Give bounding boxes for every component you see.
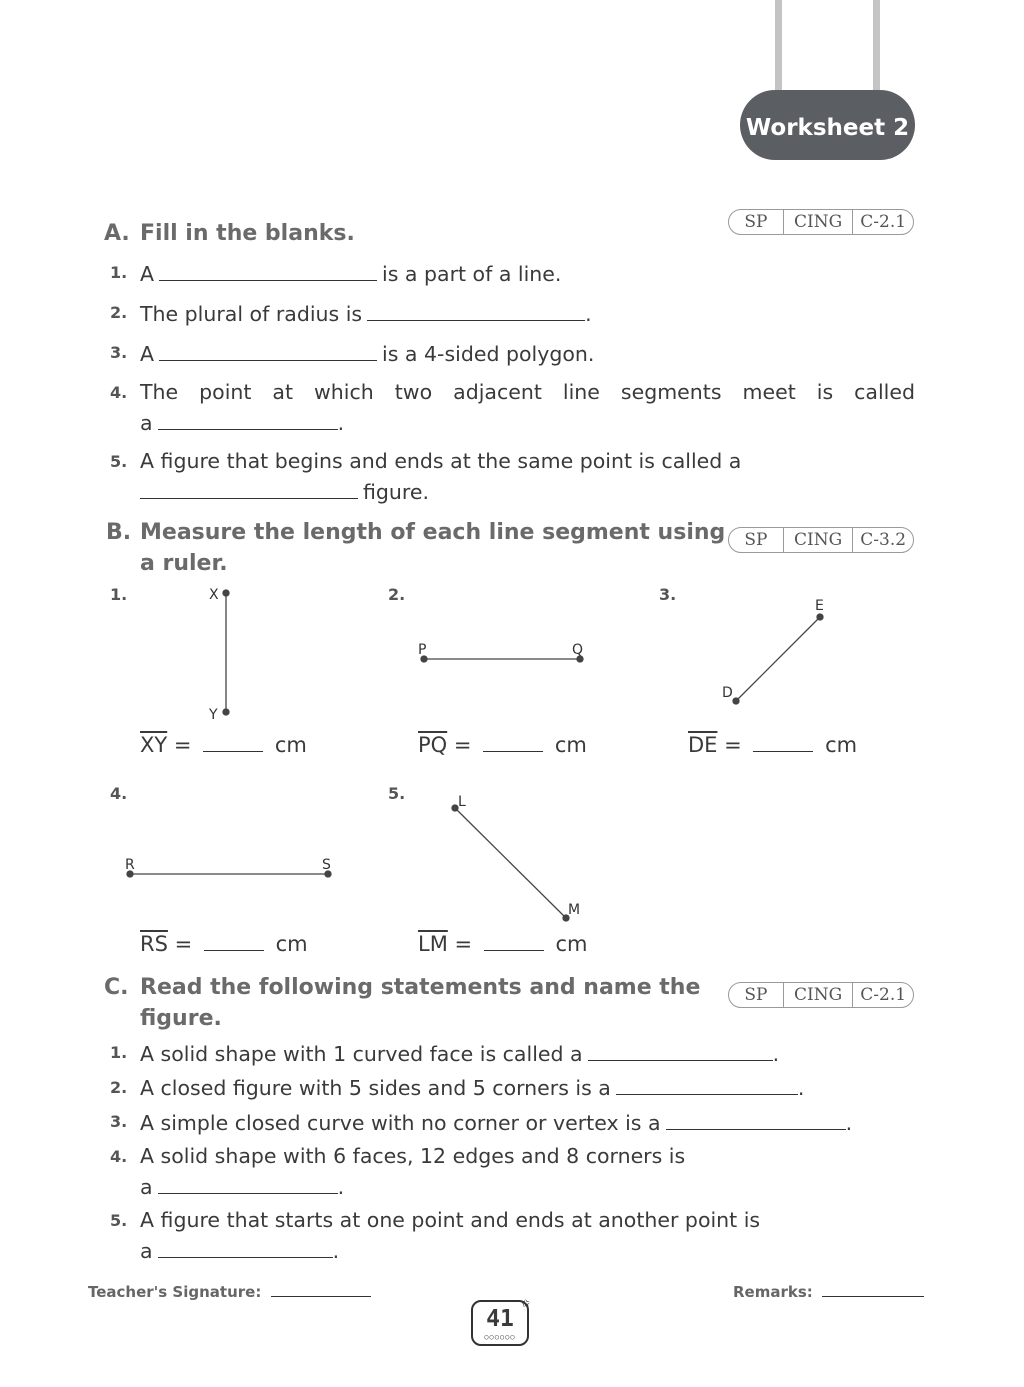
section-b-title-line2: a ruler. [140,551,228,576]
badge-sp: SP [729,983,784,1007]
badge-code: C-2.1 [860,985,907,1005]
item-number: 1. [110,585,128,604]
badge-sp: SP [729,210,784,234]
question-text: A [140,342,155,366]
answer-blank[interactable] [158,1171,338,1194]
remarks-label: Remarks: [733,1283,813,1301]
question-number: 3. [110,1112,128,1131]
remarks [733,1282,929,1301]
remarks-blank[interactable] [822,1282,924,1297]
question-number: 2. [110,1078,128,1097]
answer-lm: $\overline{LM}$ = cm [418,932,588,956]
segment-name: $\overline{RS}$ [140,932,168,956]
teacher-signature-blank[interactable] [271,1282,371,1297]
question-text: A figure that begins and ends at the same point is called a [140,449,742,473]
section-c-letter: C. [104,975,129,1000]
point-label-s: S [322,857,331,873]
question-text: A figure that starts at one point and ends at another point is [140,1208,761,1232]
answer-rs: $\overline{RS}$ = cm [140,932,308,956]
segment-de [733,614,823,704]
question-number: 4. [110,383,128,402]
question-number: 4. [110,1147,128,1166]
point-label-e: E [815,598,824,614]
question-text: a [140,1239,153,1263]
segment-name: $\overline{PQ}$ [418,733,448,757]
section-b-letter: B. [106,520,132,545]
question-text: The plural of radius is [140,302,363,326]
section-c-title-line1: Read the following statements and name the [140,975,701,1000]
badge-cing: CING [784,210,854,234]
section-c-title-line2: figure. [140,1006,222,1031]
question-text: A simple closed curve with no corner or vertex is a [140,1111,661,1135]
question-text: . [585,302,592,326]
question-text: a [140,411,153,435]
answer-pq: $\overline{PQ}$ = cm [418,733,587,757]
question-text: is a part of a line. [382,262,562,286]
point-label-l: L [458,794,466,810]
point-label-r: R [125,857,135,873]
segment-rs [127,871,331,877]
unit-label: cm [274,733,307,757]
question-text: . [337,411,345,435]
question-number: 1. [110,263,128,282]
question-c4-line1 [140,1141,685,1171]
question-c2 [140,1072,804,1103]
question-number: 5. [110,1211,128,1230]
item-number: 3. [659,585,677,604]
segment-lm [452,805,569,921]
question-text: A [140,262,155,286]
answer-blank[interactable] [483,733,543,752]
section-a-letter: A. [104,221,130,246]
question-text: . [845,1111,853,1135]
segment-name: $\overline{LM}$ [418,932,448,956]
answer-xy: $\overline{XY}$ = cm [140,733,307,757]
question-text: A closed figure with 5 sides and 5 corners is a [140,1076,611,1100]
point-label-q: Q [572,642,584,658]
point-label-x: X [209,587,219,603]
question-text: . [337,1175,345,1199]
teacher-signature-label: Teacher's Signature: [88,1283,262,1301]
segment-name: $\overline{XY}$ [140,733,168,757]
question-number: 3. [110,343,128,362]
question-text: . [332,1239,340,1263]
item-number: 2. [388,585,406,604]
segment-xy [223,590,229,715]
page-number-text: 41 [486,1306,514,1332]
unit-label: cm [275,932,308,956]
answer-blank[interactable] [203,733,263,752]
worksheet-title-text: Worksheet 2 [745,115,910,141]
point-label-d: D [722,685,733,701]
question-text: A solid shape with 1 curved face is called a [140,1042,583,1066]
teacher-signature [88,1282,376,1301]
answer-blank[interactable] [753,733,813,752]
question-text: . [797,1076,805,1100]
point-label-m: M [568,902,581,918]
question-c1 [140,1038,779,1069]
question-c3 [140,1107,852,1138]
section-a-title: Fill in the blanks. [140,221,355,246]
question-text: . [772,1042,780,1066]
question-c4-line2 [140,1171,344,1202]
question-text: The point at which two adjacent line segments meet is called [140,380,915,404]
unit-label: cm [554,733,587,757]
question-number: 5. [110,452,128,471]
answer-blank[interactable] [616,1072,798,1095]
section-c-badge [728,982,914,1008]
unit-label: cm [825,733,858,757]
question-number: 1. [110,1043,128,1062]
question-text: figure. [363,480,430,504]
section-c-heading [104,972,700,1034]
page-dots: ○○○○○○ [484,1333,516,1341]
answer-blank[interactable] [484,932,544,951]
segment-pq [421,656,583,662]
segment-name: $\overline{DE}$ [688,733,718,757]
badge-cing: CING [784,983,854,1007]
question-text: a [140,1175,153,1199]
badge-cing: CING [784,528,854,552]
answer-blank[interactable] [158,1235,333,1258]
unit-label: cm [555,932,588,956]
badge-code: C-3.2 [860,530,907,550]
badge-code: C-2.1 [860,212,907,232]
star-icon: ✩ [521,1297,531,1310]
point-label-p: P [418,642,427,658]
item-number: 4. [110,784,128,803]
answer-de: $\overline{DE}$ = cm [688,733,858,757]
answer-blank[interactable] [204,932,264,951]
item-number: 5. [388,784,406,803]
question-text: A solid shape with 6 faces, 12 edges and 8 corners is [140,1144,686,1168]
question-number: 2. [110,303,128,322]
answer-blank[interactable] [588,1038,773,1061]
section-b-title-line1: Measure the length of each line segment using [140,520,726,545]
answer-blank[interactable] [666,1107,846,1130]
question-c5-line1 [140,1205,760,1235]
point-label-y: Y [209,707,218,723]
badge-sp: SP [729,528,784,552]
question-c5-line2 [140,1235,339,1266]
question-text: is a 4-sided polygon. [382,342,595,366]
